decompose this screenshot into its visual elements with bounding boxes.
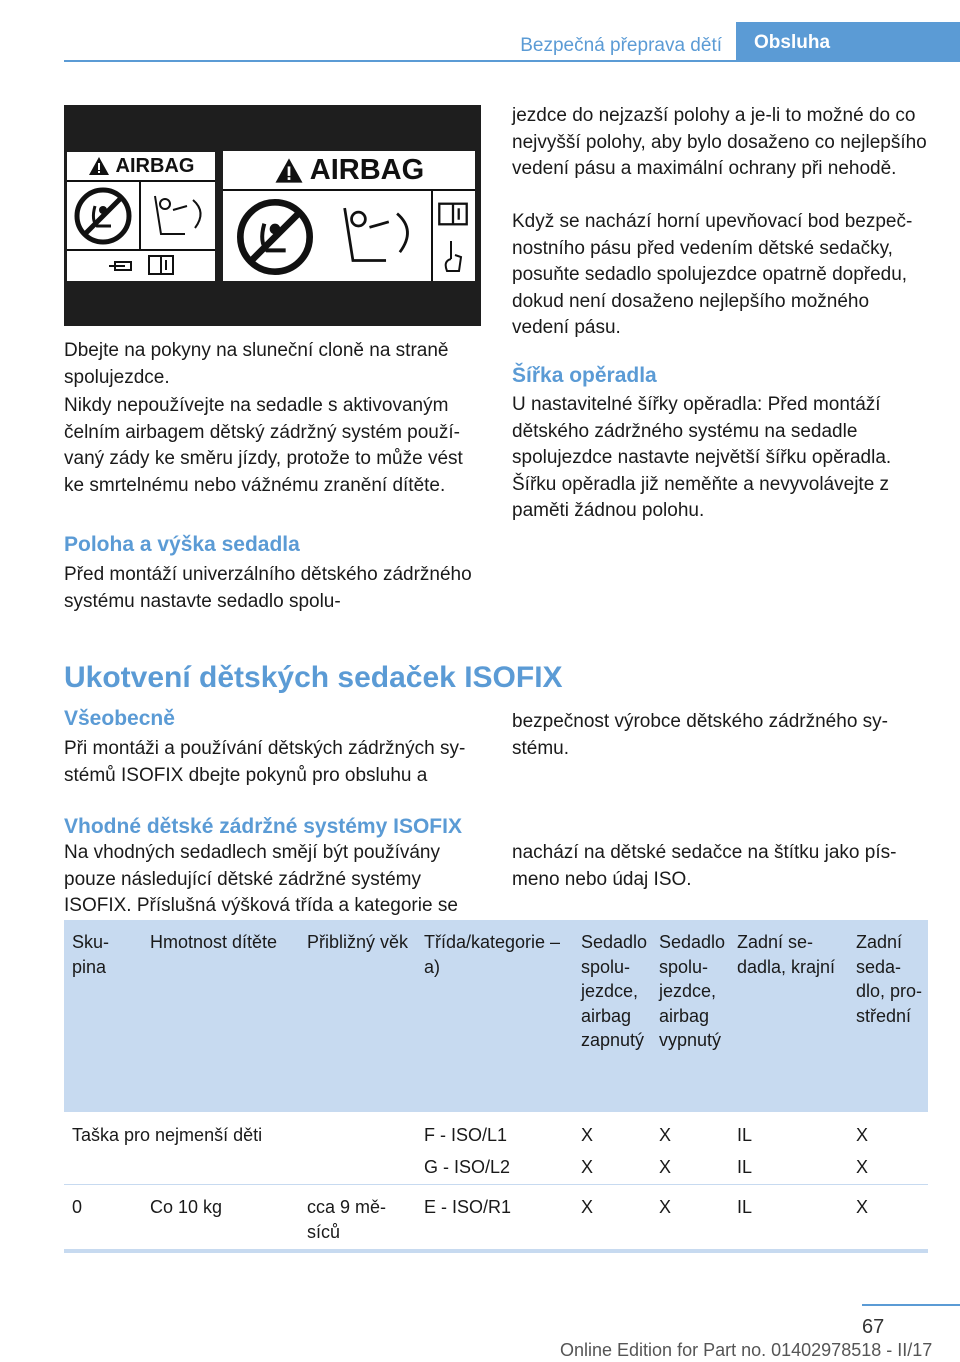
airbag-label-small — [67, 152, 215, 281]
table-cell-airbag-off: X — [659, 1125, 672, 1145]
isofix-section-title: Ukotvení dětských sedaček ISOFIX — [64, 661, 563, 694]
table-cell-rear-outer: IL — [737, 1197, 753, 1217]
header-passenger-airbag-off: Sedadlo spolujezdce, airbag vypnutý — [659, 932, 726, 1050]
hand-pointing-icon — [107, 256, 135, 276]
seat-position-text: Před montáží univerzálního dětského zádržného systému nastavte sedadlo spolu- — [64, 564, 472, 612]
no-rear-facing-seat-icon — [73, 186, 133, 246]
header-passenger-airbag-on: Sedadlo spolujezdce, airbag zapnutý — [581, 932, 648, 1050]
airbag-label-large — [223, 151, 475, 281]
table-cell-rear-middle: X — [856, 1125, 869, 1145]
running-header-section: Bezpečná přeprava dětí — [520, 35, 722, 56]
header-approx-age: Přibližný věk — [307, 932, 409, 952]
table-cell-airbag-on: X — [581, 1125, 594, 1145]
airbag-label-small-title: AIRBAG — [115, 154, 195, 177]
table-cell-class: G - ISO/L2 — [424, 1157, 511, 1177]
table-cell-rear-middle: X — [856, 1197, 869, 1217]
table-cell-class: F - ISO/L1 — [424, 1125, 508, 1145]
airbag-label-photo — [64, 105, 481, 326]
running-header-tab: Obsluha — [736, 22, 960, 62]
hand-pointing-icon — [441, 239, 465, 275]
warning-triangle-icon — [274, 157, 304, 184]
table-cell-class: E - ISO/R1 — [424, 1197, 512, 1217]
table-cell-weight: Co 10 kg — [150, 1197, 223, 1217]
table-cell-group: 0 — [72, 1197, 83, 1217]
table-cell-rear-outer: IL — [737, 1157, 753, 1177]
header-rule — [64, 60, 960, 62]
airbag-seat-icon — [327, 197, 423, 277]
no-rear-facing-seat-icon — [235, 197, 315, 277]
header-child-weight: Hmotnost dítěte — [150, 932, 278, 952]
manual-book-icon — [437, 201, 469, 227]
backrest-width-text: U nastavitelné šířky opěradla: Před montáží dětského zádržného systému na sedadle spolujezdce nastavte největší šířku opěradla. Šířku opěradla již neměňte a nevyvolávejte z paměti žádnou polohu. — [512, 394, 892, 521]
general-text: Při montáži a používání dětských zádržných systémů ISOFIX dbejte pokynů pro obsluhu a — [64, 738, 466, 786]
general-heading: Všeobecně — [64, 707, 175, 730]
table-cell-group: Taška pro nejmenší děti — [72, 1125, 263, 1145]
header-rear-outer: Zadní sedadla, krajní — [737, 932, 836, 977]
backrest-width-heading: Šířka opěradla — [512, 364, 657, 387]
table-cell-airbag-on: X — [581, 1197, 594, 1217]
table-cell-rear-outer: IL — [737, 1125, 753, 1145]
table-cell-airbag-on: X — [581, 1157, 594, 1177]
table-row-divider — [64, 1184, 928, 1185]
page-number-rule — [862, 1304, 960, 1306]
table-cell-age: cca 9 měsíců — [307, 1197, 387, 1242]
table-cell-rear-middle: X — [856, 1157, 869, 1177]
airbag-warning-text: Nikdy nepoužívejte na sedadle s aktivovaným čelním airbagem dětský zádržný systém používaný zády ke směru jízdy, protože to může vést ke smrtelnému nebo vážnému zranění dítěte. — [64, 395, 463, 496]
belt-anchor-text: Když se nachází horní upevňovací bod bezpečnostního pásu před vedením dětské sedačky, posuňte sedadlo spolujezdce opatrně dopředu, dokud není dosaženo nejlepšího možného vedení pásu. — [512, 211, 913, 338]
header-rear-middle: Zadní sedadlo, prostřední — [856, 932, 923, 1026]
header-class-category: Třída/kategorie – a) — [424, 932, 561, 977]
manual-book-icon — [147, 254, 175, 276]
suitable-systems-text: Na vhodných sedadlech smějí být používány pouze následující dětské zádržné systémy ISOFIX. Příslušná výšková třída a kategorie se — [64, 842, 458, 916]
header-group: Skupina — [72, 932, 110, 977]
airbag-seat-icon — [145, 188, 209, 246]
table-cell-airbag-off: X — [659, 1197, 672, 1217]
airbag-label-large-title: AIRBAG — [309, 153, 425, 186]
suitable-systems-text-continued: nachází na dětské sedačce na štítku jako písmeno nebo údaj ISO. — [512, 842, 897, 890]
table-cell-airbag-off: X — [659, 1157, 672, 1177]
edition-footer: Online Edition for Part no. 01402978518 - II/17 — [560, 1340, 933, 1360]
seat-position-text-continued: jezdce do nejzazší polohy a je-li to možné do co nejvyšší polohy, aby bylo dosaženo co nejlepšího vedení pásu a maximální ochrany při nehodě. — [512, 105, 927, 179]
warning-triangle-icon — [88, 156, 110, 176]
sun-visor-note: Dbejte na pokyny na sluneční cloně na straně spolujezdce. — [64, 340, 449, 388]
table-bottom-rule — [64, 1249, 928, 1253]
isofix-table — [64, 920, 928, 1112]
suitable-systems-heading: Vhodné dětské zádržné systémy ISOFIX — [64, 815, 462, 838]
general-text-continued: bezpečnost výrobce dětského zádržného systému. — [512, 711, 888, 759]
table-header-row — [64, 920, 928, 1112]
seat-position-heading: Poloha a výška sedadla — [64, 533, 300, 556]
page-number: 67 — [862, 1316, 885, 1338]
